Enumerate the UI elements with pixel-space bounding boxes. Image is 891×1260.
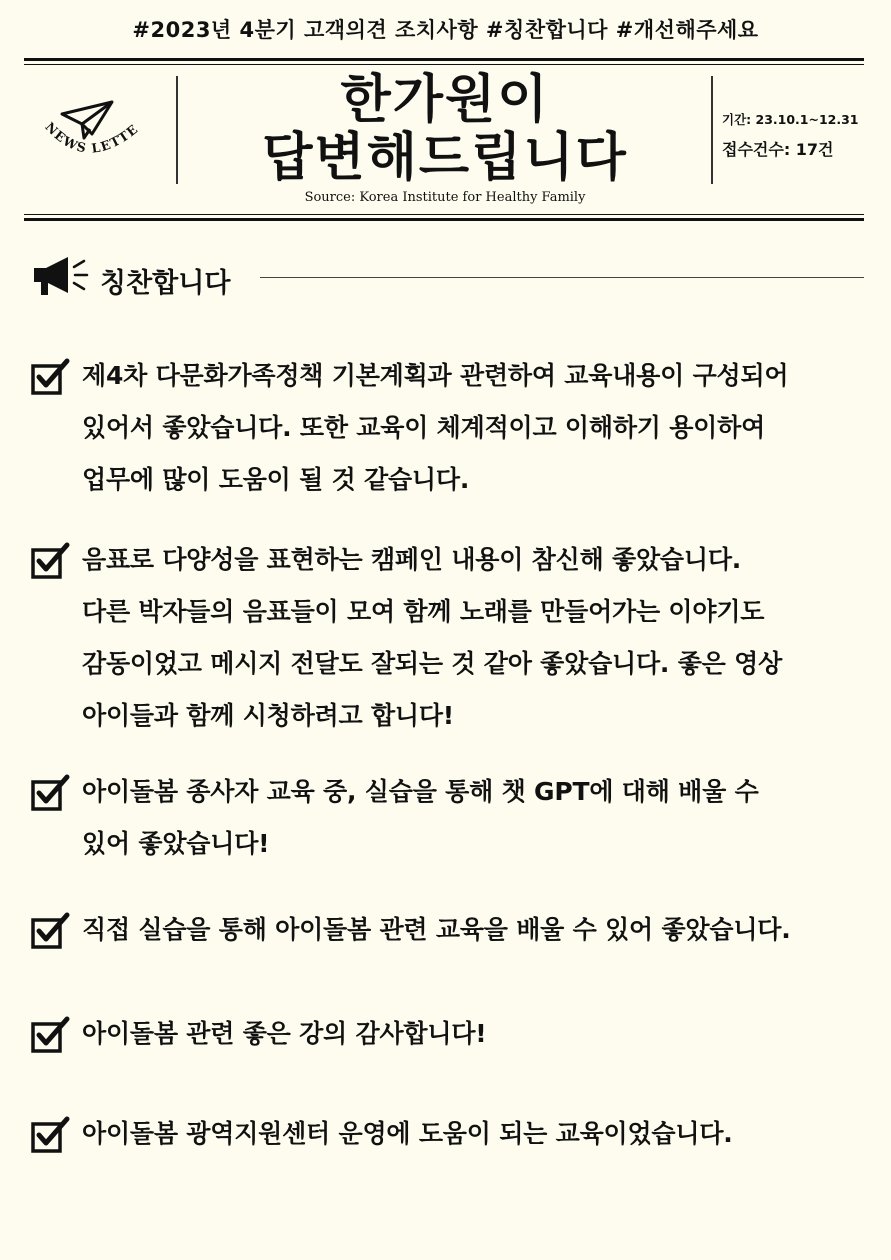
item-text-line: 아이들과 함께 시청하려고 합니다! (82, 701, 455, 730)
checkbox-checked-icon (30, 1116, 70, 1154)
checkbox-checked-icon (30, 774, 70, 812)
masthead-divider-left (176, 76, 178, 184)
checkbox-checked-icon (30, 1016, 70, 1054)
title-line-1: 한가원이 (340, 70, 550, 130)
source-credit: Source: Korea Institute for Healthy Family (304, 190, 586, 205)
count-text: 접수건수: 17건 (722, 140, 834, 159)
masthead-divider-right (711, 76, 713, 184)
paper-plane-icon (36, 94, 148, 178)
item-text-line: 다른 박자들의 음표들이 모여 함께 노래를 만들어가는 이야기도 (82, 597, 765, 626)
masthead-bottom-rule-thick (24, 218, 864, 221)
megaphone-icon (32, 255, 92, 297)
title-line-2: 답변해드립니다 (262, 128, 628, 188)
item-text-line: 음표로 다양성을 표현하는 캠페인 내용이 참신해 좋았습니다. (82, 545, 742, 574)
item-text-line: 있어서 좋았습니다. 또한 교육이 체계적이고 이해하기 용이하여 (82, 413, 766, 442)
checkbox-checked-icon (30, 358, 70, 396)
checkbox-checked-icon (30, 912, 70, 950)
item-text-line: 제4차 다문화가족정책 기본계획과 관련하여 교육내용이 구성되어 (82, 361, 789, 390)
item-text-line: 아이돌봄 광역지원센터 운영에 도움이 되는 교육이었습니다. (82, 1119, 733, 1148)
item-text-line: 있어 좋았습니다! (82, 829, 270, 858)
item-text-line: 감동이었고 메시지 전달도 잘되는 것 같아 좋았습니다. 좋은 영상 (82, 649, 783, 678)
section-rule (260, 277, 864, 278)
item-text-line: 아이돌봄 관련 좋은 강의 감사합니다! (82, 1019, 487, 1048)
newsletter-logo (36, 94, 148, 178)
item-text-line: 업무에 많이 도움이 될 것 같습니다. (82, 465, 470, 494)
item-text-line: 아이돌봄 종사자 교육 중, 실습을 통해 챗 GPT에 대해 배울 수 (82, 777, 759, 806)
svg-text:NEWS LETTER (36, 94, 141, 156)
section-title: 칭찬합니다 (100, 268, 231, 299)
logo-text: NEWS LETTE (42, 119, 142, 156)
item-text-line: 직접 실습을 통해 아이돌봄 관련 교육을 배울 수 있어 좋았습니다. (82, 915, 791, 944)
masthead-top-rule-thin (24, 64, 864, 65)
masthead-bottom-rule-thin (24, 214, 864, 215)
hashtag-banner: #2023년 4분기 고객의견 조치사항 #칭찬합니다 #개선해주세요 (132, 18, 759, 42)
masthead-top-rule-thick (24, 58, 864, 61)
checkbox-checked-icon (30, 542, 70, 580)
section-header (32, 255, 864, 297)
period-text: 기간: 23.10.1~12.31 (722, 112, 859, 127)
